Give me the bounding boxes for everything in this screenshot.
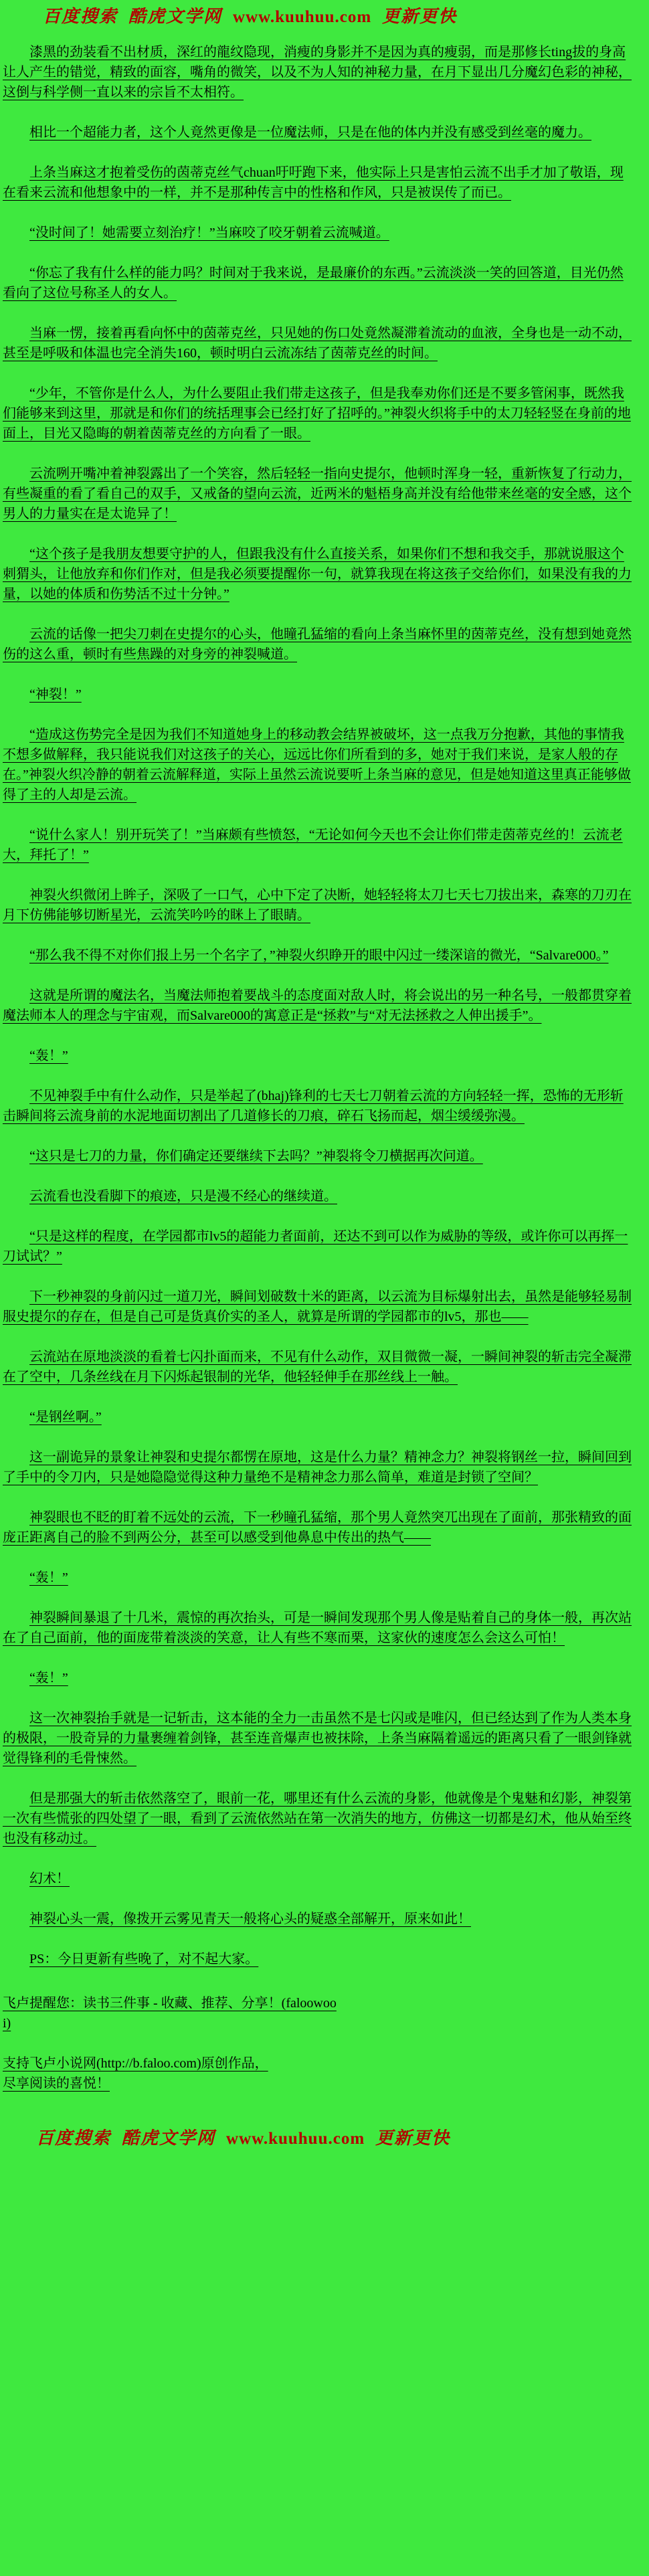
footer-site-url: www.kuuhuu.com: [226, 2130, 365, 2148]
paragraph: 神裂瞬间暴退了十几米，震惊的再次抬头，可是一瞬间发现那个男人像是贴着自己的身体一般，再次站在了自己面前，他的面庞带着淡淡的笑意，让人有些不寒而栗，这家伙的速度怎么会这么可怕！: [3, 1611, 632, 1645]
paragraph: “你忘了我有什么样的能力吗？时间对于我来说，是最廉价的东西。”云流淡淡一笑的回答道，目光仍然看向了这位号称圣人的女人。: [3, 266, 624, 300]
paragraph: “轰！”: [29, 1048, 68, 1063]
paragraph: 云流站在原地淡淡的看着七闪扑面而来，不见有什么动作，双目微微一凝，一瞬间神裂的斩击完全凝滞在了空中，几条丝线在月下闪烁起银制的光华，他轻轻伸手在那丝线上一触。: [3, 1350, 632, 1384]
paragraph: “这只是七刀的力量，你们确定还要继续下去吗？”神裂将令刀横据再次问道。: [29, 1149, 483, 1164]
paragraph: 神裂眼也不眨的盯着不远处的云流，下一秒瞳孔猛缩，那个男人竟然突兀出现在了面前，那张精致的面庞正距离自己的脸不到两公分，甚至可以感受到他鼻息中传出的热气——: [3, 1510, 632, 1545]
paragraph: 云流看也没看脚下的痕迹，只是漫不经心的继续道。: [29, 1189, 337, 1204]
paragraph: “这个孩子是我朋友想要守护的人，但跟我没有什么直接关系，如果你们不想和我交手，那就说服这个刺猬头，让他放弃和你们作对，但是我必须要提醒你一句，就算我现在将这孩子交给你们，如果没有我的力量，以她的体质和伤势活不过十分钟。”: [3, 547, 632, 602]
header-site-name: 酷虎文学网: [128, 7, 223, 26]
paragraph: 但是那强大的斩击依然落空了，眼前一花，哪里还有什么云流的身影，他就像是个鬼魅和幻影，神裂第一次有些慌张的四处望了一眼，看到了云流依然站在第一次消失的地方，仿佛这一切都是幻术，他从始至终也没有移动过。: [3, 1791, 632, 1846]
notice-line: 尽享阅读的喜悦！: [3, 2076, 110, 2091]
paragraph: “神裂！”: [29, 687, 82, 702]
paragraph: “轰！”: [29, 1570, 68, 1585]
paragraph: 相比一个超能力者，这个人竟然更像是一位魔法师，只是在他的体内并没有感受到丝毫的魔力。: [29, 125, 591, 140]
paragraph: 上条当麻这才抱着受伤的茵蒂克丝气chuan吁吁跑下来，他实际上只是害怕云流不出手才加了敬语，现在看来云流和他想象中的一样，并不是那种传言中的性格和作风，只是被误传了而已。: [3, 165, 624, 200]
paragraph: 幻术！: [29, 1871, 70, 1886]
paragraph: 云流咧开嘴冲着神裂露出了一个笑容，然后轻轻一指向史提尔，他顿时浑身一轻，重新恢复了行动力，有些凝重的看了看自己的双手，又戒备的望向云流，近两米的魁梧身高并没有给他带来丝毫的安全感，这个男人的力量实在是太诡异了！: [3, 466, 632, 521]
paragraph: 这就是所谓的魔法名，当魔法师抱着要战斗的态度面对敌人时，将会说出的另一种名号，一般都贯穿着魔法师本人的理念与宇宙观，而Salvare000的寓意正是“拯救”与“对无法拯救之人伸出援手”。: [3, 988, 632, 1023]
paragraph: “造成这伤势完全是因为我们不知道她身上的移动教会结界被破坏，这一点我万分抱歉，其他的事情我不想多做解释，我只能说我们对这孩子的关心，远远比你们所看到的多，她对于我们来说，是家人般的存在。”神裂火织冷静的朝着云流解释道，实际上虽然云流说要听上条当麻的意见，但是她知道这里真正能够做得了主的人却是云流。: [3, 727, 631, 802]
notice-line: i): [3, 2016, 11, 2031]
paragraph: “少年，不管你是什么人，为什么要阻止我们带走这孩子，但是我奉劝你们还是不要多管闲事，既然我们能够来到这里，那就是和你们的统括理事会已经打好了招呼的。”神裂火织将手中的太刀轻轻竖在身前的地面上，目光又隐晦的朝着茵蒂克丝的方向看了一眼。: [3, 386, 631, 441]
header-site-url: www.kuuhuu.com: [233, 8, 372, 26]
paragraph: “没时间了！她需要立刻治疗！”当麻咬了咬牙朝着云流喊道。: [29, 225, 389, 240]
paragraph: “说什么家人！别开玩笑了！”当麻颇有些愤怒，“无论如何今天也不会让你们带走茵蒂克丝的！云流老大，拜托了！”: [3, 828, 623, 862]
paragraph: 神裂火织微闭上眸子，深吸了一口气，心中下定了决断，她轻轻将太刀七天七刀拔出来，森寒的刀刃在月下仿佛能够切断星光，云流笑吟吟的眯上了眼睛。: [3, 888, 632, 923]
paragraph: PS：今日更新有些晚了，对不起大家。: [29, 1952, 259, 1966]
paragraph: “轰！”: [29, 1671, 68, 1685]
footer-site-name: 酷虎文学网: [122, 2128, 216, 2148]
paragraph: 这一副诡异的景象让神裂和史提尔都愣在原地，这是什么力量？精神念力？神裂将钢丝一拉，瞬间回到了手中的令刀内，只是她隐隐觉得这种力量绝不是精神念力那么简单，难道是封锁了空间？: [3, 1450, 632, 1485]
header-search-prefix: 百度搜索: [43, 7, 118, 26]
novel-text: [0, 35, 649, 1993]
paragraph: “那么我不得不对你们报上另一个名字了，”神裂火织睁开的眼中闪过一缕深谙的微光，“Salvare000。”: [29, 948, 609, 963]
footer-banner: [0, 2118, 649, 2157]
paragraph: 下一秒神裂的身前闪过一道刀光，瞬间划破数十米的距离，以云流为目标爆射出去，虽然是能够轻易制服史提尔的存在，但是自己可是货真价实的圣人，就算是所谓的学园都市的lv5，那也——: [3, 1289, 632, 1324]
notice-group: [3, 1993, 633, 2033]
notice-line: 飞卢提醒您：读书三件事 - 收藏、推荐、分享！(faloowoo: [3, 1996, 337, 2011]
notice-line: 支持飞卢小说网(http://b.faloo.com)原创作品，: [3, 2056, 268, 2071]
header-update-slogan: 更新更快: [382, 7, 458, 26]
footer-update-slogan: 更新更快: [375, 2128, 451, 2148]
paragraph: 神裂心头一震，像拨开云雾见青天一般将心头的疑惑全部解开，原来如此！: [29, 1912, 471, 1926]
notice-area: [0, 1993, 649, 2118]
paragraph: 这一次神裂抬手就是一记斩击，这本能的全力一击虽然不是七闪或是唯闪，但已经达到了作为人类本身的极限，一股奇异的力量裹缠着剑锋，甚至连音爆声也被抹除，上条当麻隔着遥远的距离只看了一眼剑锋就觉得锋利的毛骨悚然。: [3, 1711, 632, 1766]
footer-search-prefix: 百度搜索: [36, 2128, 112, 2148]
notice-group: [3, 2053, 633, 2094]
paragraph: 不见神裂手中有什么动作，只是举起了(bhaj)锋利的七天七刀朝着云流的方向轻轻一挥，恐怖的无形斩击瞬间将云流身前的水泥地面切割出了几道修长的刀痕，碎石飞扬而起，烟尘缓缓弥漫。: [3, 1089, 624, 1123]
paragraph: 当麻一愣，接着再看向怀中的茵蒂克丝，只见她的伤口处竟然凝滞着流动的血液，全身也是一动不动，甚至是呼吸和体温也完全消失160，顿时明白云流冻结了茵蒂克丝的时间。: [3, 326, 632, 361]
header-banner: [0, 0, 649, 35]
paragraph: “是钢丝啊。”: [29, 1410, 102, 1424]
paragraph: 漆黑的劲装看不出材质，深红的龍纹隐现，消瘦的身影并不是因为真的瘦弱，而是那修长ting拔的身高让人产生的错觉，精致的面容，嘴角的微笑，以及不为人知的神秘力量，在月下显出几分魔幻色彩的神秘，这倒与科学侧一直以来的宗旨不太相符。: [3, 45, 632, 100]
paragraph: 云流的话像一把尖刀刺在史提尔的心头，他瞳孔猛缩的看向上条当麻怀里的茵蒂克丝，没有想到她竟然伤的这么重，顿时有些焦躁的对身旁的神裂喊道。: [3, 627, 632, 662]
paragraph: “只是这样的程度，在学园都市lv5的超能力者面前，还达不到可以作为威胁的等级，或许你可以再挥一刀试试？”: [3, 1229, 628, 1264]
